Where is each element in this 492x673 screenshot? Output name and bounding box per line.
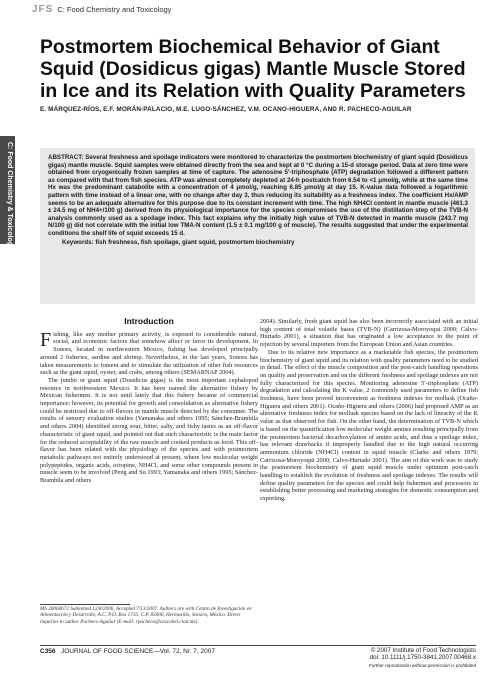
paragraph-text: ishing, like any mother primary activity, is exposed to considerable natural, social, and economic factors that somehow affect or favor its development. In Sonora, located in northwestern Mexico, fishing has developed principally around 2 fisheries, sardine and shrimp. Nevertheless, in the last years, Sonora has taken measurements to foment and to stimulate the utilization of other fish resources such as the giant squid, oyster, and crabs, among others (SEMARNAP 2004). xyxy=(40,330,258,377)
page-footer xyxy=(40,648,215,655)
abstract-text: Several freshness and spoilage indicators were monitored to characterize the postmortem biochemistry of giant squid (Dosidicus gigas) mantle muscle. Squid samples were obtained directly from the sea and kept at 0 °C during a 15-d storage period. Data at zero time were obtained from cryogenically frozen samples at time of capture. The adenosine 5′-triphosphate (ATP) degradation followed a different pattern as compared with that from fish species. ATP was almost completely depleted at 24-h postcatch from 6.54 to <1 μmol/g, while at the same time Hx was the predominant catabolite with a concentration of 4 μmol/g, reaching 6.85 μmol/g at day 15. K-value data followed a logarithmic pattern with time instead of a linear one, with no change after day 3, thus reducing its suitability as a freshness index. The coefficient Hx/AMP seems to be an adequate alternative for this purpose due to its constant increment with time. The high NH4Cl content in mantle muscle (461.3 ± 24.5 mg of NH4+/100 g) derived from its physiological importance for the species compromises the use of the distillation step of the TVB-N analysis commonly used as a spoilage index. This fact explains why the initially high value of TVB-N detected in mantle muscle (243.7 mg N/100 g) did not correlate with the initial low TMA-N content (1.5 ± 0.1 mg/100 g of muscle). The results suggested that under the experimental conditions the shelf life of squid exceeds 15 d. xyxy=(48,154,468,237)
left-column xyxy=(40,318,258,485)
keywords xyxy=(48,239,468,247)
volume-info: —Vol. 72, Nr. 7, 2007 xyxy=(153,648,215,655)
authors: E. MÁRQUEZ-RÍOS, E.F. MORÁN-PALACIO, M.E. LUGO-SÁNCHEZ, V.M. OCANO-HIGUERA, AND R. PACHECO-AGUILAR xyxy=(40,106,412,113)
running-header xyxy=(32,2,171,16)
title-block xyxy=(40,36,480,113)
copyright: © 2007 Institute of Food Technologists xyxy=(370,647,476,654)
reproduction-notice: Further reproduction without permission is prohibited xyxy=(369,662,476,668)
footer-copyright xyxy=(369,647,476,669)
keywords-text: fish freshness, fish spoilage, giant squid, postmortem biochemistry xyxy=(95,238,295,246)
drop-cap: F xyxy=(40,328,52,351)
right-column xyxy=(260,318,478,503)
abstract-label: ABSTRACT: xyxy=(48,154,84,161)
footnote-rule xyxy=(40,604,130,605)
section-heading: Introduction xyxy=(124,316,174,326)
paragraph: Due to its relative new importance as a marketable fish species, the postmortem biochemistry of giant squid and its relation with quality parameters need to be studied in detail. The effect of the muscle composition and the post-catch handling operations on quality and preservation and on the different freshness and spoilage indexes are not fully characterized for this species. Monitoring adenosine 5′-triphosphate (ATP) degradation and calculating the K value, 2 commonly used parameters to define fish freshness, have been proved inconvenient as freshness indexes for mollusk (Ocaño-Higuera and others 2001). Ocaño-Higuera and others (2006) had proposed AMP as an alternative freshness index for mollusk species based on the lack of linearity of the K value as that observed for fish. On the other hand, the determination of TVB-N which is based on the quantification low molecular weight amines resulting principally from the postmortem bacterial decarboxylation of amino acids, and thus a spoilage index, has relevant drawbacks if improperly handled due to the high natural occurring ammonium chloride (NH4Cl) content in squid muscle (Clarke and others 1979; Carrizosa-Moroyoqui 2000; Calvo-Hurtado 2001). The aim of this work was to study the postmortem biochemistry of giant squid muscle under optimum post-catch handling to establish the evolution of freshness and spoilage indexes. The results will define quality parameters for the species and could help fishermen and processors in establishing better processing and marketing strategies for domestic consumption and exporting. xyxy=(260,348,478,503)
section-label: C: Food Chemistry and Toxicology xyxy=(57,4,172,14)
paper-title: Postmortem Biochemical Behavior of Giant Squid (Dosidicus gigas) Mantle Muscle Stored in Ice and its Relation with Quality Parameters xyxy=(40,36,466,102)
doi: doi: 10.1111/j.1750-3841.2007.00468.x xyxy=(369,654,476,662)
footnote: MS 20060672 Submitted 12/8/2006, Accepted 7/13/2007. Authors are with Centro de Investigación en Alimentación y Desarrollo, A.C. P.O. Box 1735. C.P. 83000, Hermosillo, Sonora, México. Direct inquiries to author Pacheco-Aguilar (E-mail: rpacheco@cascabel.ciad.mx). xyxy=(40,606,252,625)
paragraph: 2004). Similarly, fresh giant squid has also been incorrectly associated with an initial high content of total volatile bases (TVB-N) (Carrizosa-Moroyoqui 2000; Calvo-Hurtado 2001), a situation that has originated a low acceptance to the point of rejection by several importers from the European Union and Asian countries. xyxy=(260,318,478,349)
journal-logo: JFS xyxy=(32,3,54,15)
paragraph: The jumbo or giant squid (Dosidicus gigas) is the most important cephalopod resource in northwestern Mexico. It has been named the alternative fishery by Mexican fishermen. It is not until lately that this fishery became of commercial importance; however, its potential for growth and consolidation as alternative fishery could be restricted due to off-flavors in mantle muscle detected by the consumer. The results of sensory evaluation studies (Yamanaka and others 1995; Sánchez-Brambila and others 2004) identified strong sour, bitter, salty, and fishy tastes as an off-flavor characteristic of giant squid, and pointed out that such characteristic is the main factor for the reduced acceptability of the raw muscle and cooked products as food. This off-flavor has been related with the physiology of the species and with postmortem metabolic pathways not entirely understood at present, where low molecular weight polypeptides, organic acids, octopine, NH4Cl, and some other compounds present in muscle seem to be involved (Peng and Su 1993; Yamanaka and others 1995; Sánchez-Brambila and others xyxy=(40,376,258,485)
side-tab-label: C: Food Chemistry & Toxicology xyxy=(6,142,13,250)
journal-name: JOURNAL OF FOOD SCIENCE xyxy=(60,648,154,655)
abstract xyxy=(48,154,468,246)
keywords-label: Keywords: xyxy=(62,238,94,246)
paragraph xyxy=(40,328,258,377)
footer-rule xyxy=(40,645,476,646)
page-number: C356 xyxy=(40,648,56,655)
